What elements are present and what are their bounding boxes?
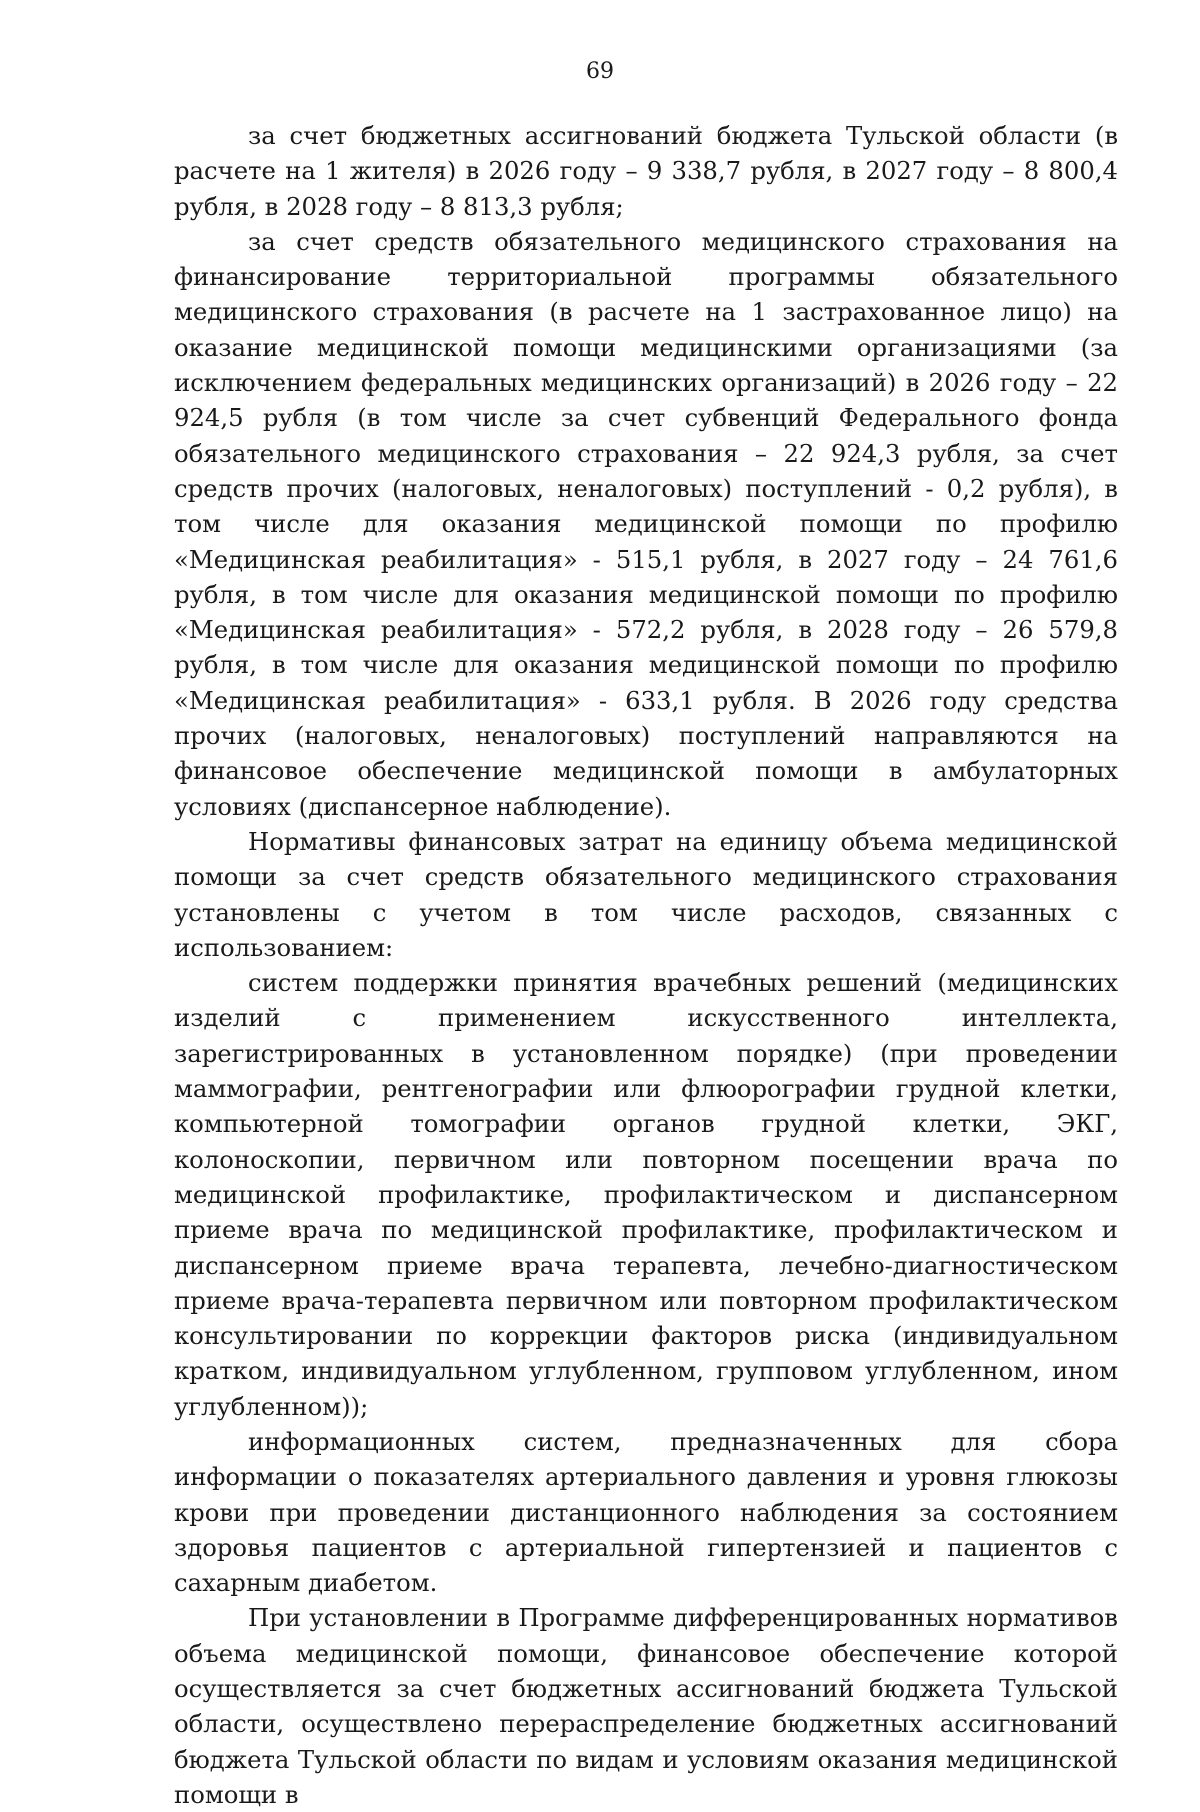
- paragraph-cost-standards: Нормативы финансовых затрат на единицу объема медицинской помощи за счет средств обязательного медицинского страхования установлены с учетом в том числе расходов, связанных с использованием:: [174, 826, 1118, 962]
- paragraph-budget-allocations: за счет бюджетных ассигнований бюджета Тульской области (в расчете на 1 жителя) в 2026 году – 9 338,7 рубля, в 2027 году – 8 800,4 рубля, в 2028 году – 8 813,3 рубля;: [174, 121, 1118, 221]
- document-body: [174, 118, 1118, 1812]
- paragraph-oms-financing: за счет средств обязательного медицинского страхования на финансирование территориальной программы обязательного медицинского страхования (в расчете на 1 застрахованное лицо) на оказание медицинской помощи медицинскими организациями (за исключением федеральных медицинских организаций) в 2026 году – 22 924,5 рубля (в том числе за счет субвенций Федерального фонда обязательного медицинского страхования – 22 924,3 рубля, за счет средств прочих (налоговых, неналоговых) поступлений - 0,2 рубля), в том числе для оказания медицинской помощи по профилю «Медицинская реабилитация» - 515,1 рубля, в 2027 году – 24 761,6 рубля, в том числе для оказания медицинской помощи по профилю «Медицинская реабилитация» - 572,2 рубля, в 2028 году – 26 579,8 рубля, в том числе для оказания медицинской помощи по профилю «Медицинская реабилитация» - 633,1 рубля. В 2026 году средства прочих (налоговых, неналоговых) поступлений направляются на финансовое обеспечение медицинской помощи в амбулаторных условиях (диспансерное наблюдение).: [174, 226, 1118, 821]
- paragraph-decision-support-systems: систем поддержки принятия врачебных решений (медицинских изделий с применением искусственного интеллекта, зарегистрированных в установленном порядке) (при проведении маммографии, рентгенографии или флюорографии грудной клетки, компьютерной томографии органов грудной клетки, ЭКГ, колоноскопии, первичном или повторном посещении врача по медицинской профилактике, профилактическом и диспансерном приеме врача по медицинской профилактике, профилактическом и диспансерном приеме врача терапевта, лечебно-диагностическом приеме врача-терапевта первичном или повторном профилактическом консультировании по коррекции факторов риска (индивидуальном кратком, индивидуальном углубленном, групповом углубленном, ином углубленном));: [174, 968, 1118, 1421]
- paragraph-information-systems: информационных систем, предназначенных для сбора информации о показателях артериального давления и уровня глюкозы крови при проведении дистанционного наблюдения за состоянием здоровья пациентов с артериальной гипертензией и пациентов с сахарным диабетом.: [174, 1426, 1118, 1598]
- page-number: 69: [586, 59, 614, 84]
- paragraph-differentiated-standards: При установлении в Программе дифференцированных нормативов объема медицинской помощи, финансовое обеспечение которой осуществляется за счет бюджетных ассигнований бюджета Тульской области, осуществлено перераспределение бюджетных ассигнований бюджета Тульской области по видам и условиям оказания медицинской помощи в: [174, 1603, 1118, 1809]
